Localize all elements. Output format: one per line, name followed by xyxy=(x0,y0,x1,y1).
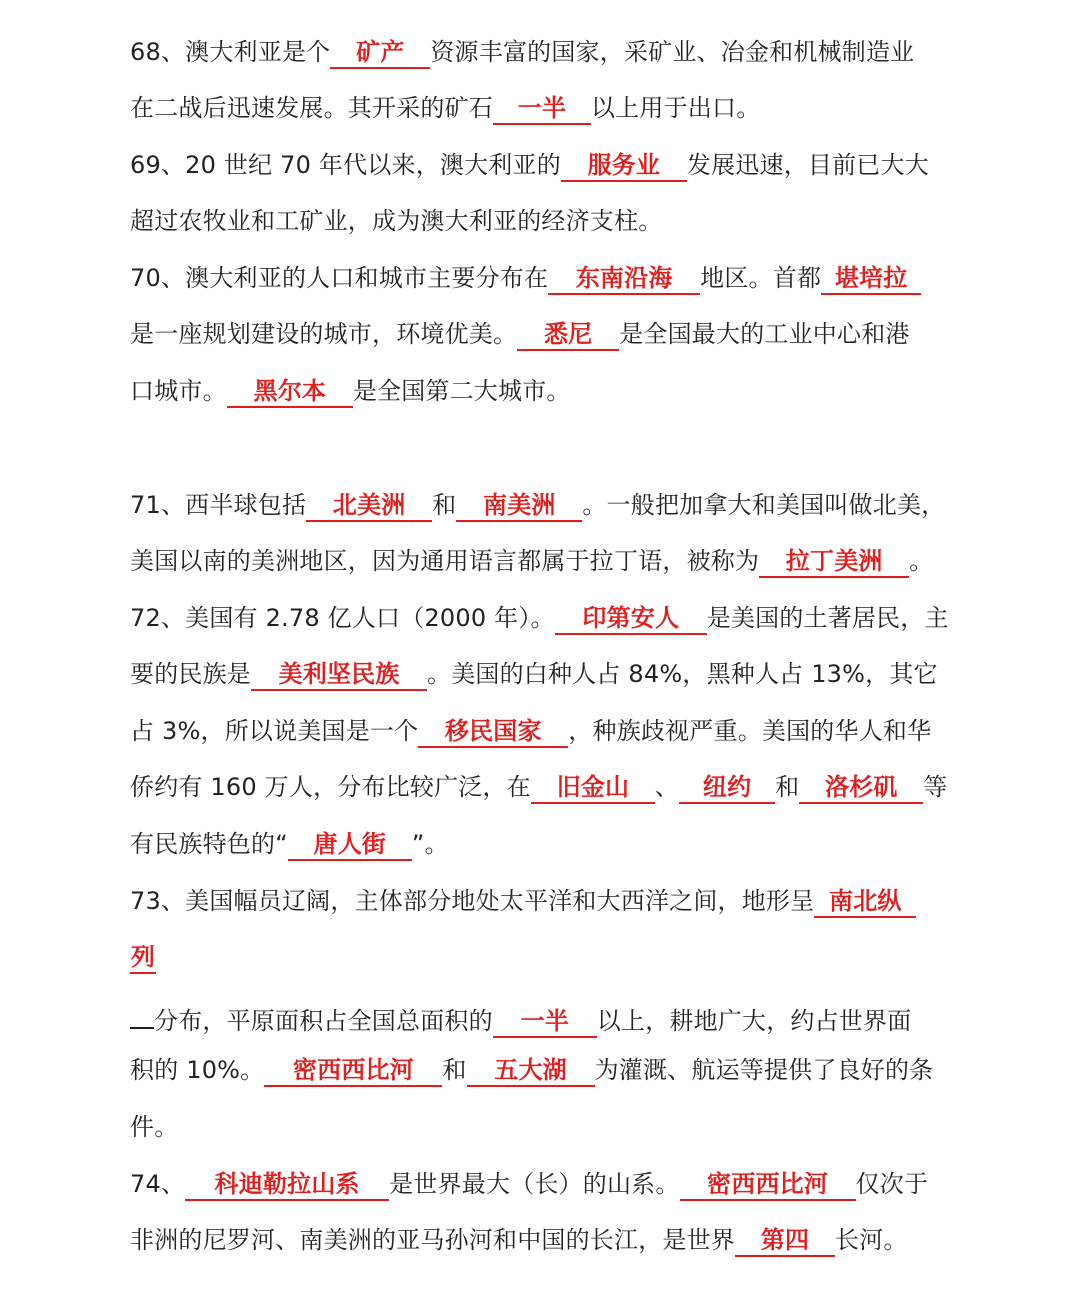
q70-text-c: 是一座规划建设的城市，环境优美。 xyxy=(130,320,518,348)
q74-answer-3: 第四 xyxy=(735,1225,835,1257)
q74-text-c: 仅次于 xyxy=(855,1170,929,1198)
q69-line-1 xyxy=(130,148,960,182)
q73-text-f: 为灌溉、航运等提供了良好的条 xyxy=(594,1056,934,1084)
q70-text-f: 是全国第二大城市。 xyxy=(352,377,571,405)
q73-answer-3: 密西西比河 xyxy=(264,1055,442,1087)
q74-answer-2: 密西西比河 xyxy=(680,1169,856,1201)
q73-line-1 xyxy=(130,884,960,918)
q72-line-3 xyxy=(130,714,960,748)
q71-answer-1: 北美洲 xyxy=(306,490,432,522)
q71-text-b: 和 xyxy=(432,491,457,519)
q69-line-2 xyxy=(130,204,960,238)
q68-answer-2: 一半 xyxy=(493,93,591,125)
q68-text-c: 在二战后迅速发展。其开采的矿石 xyxy=(130,94,493,122)
q73-blank-underline xyxy=(130,997,154,1029)
q72-answer-6: 洛杉矶 xyxy=(799,772,923,804)
q72-text-i: 和 xyxy=(775,773,800,801)
q69-text-c: 超过农牧业和工矿业，成为澳大利亚的经济支柱。 xyxy=(130,207,663,235)
q72-text-a: 72、美国有 2.78 亿人口（2000 年）。 xyxy=(130,604,555,632)
q73-text-b: 分布，平原面积占全国总面积的 xyxy=(154,1007,493,1035)
q71-text-d: 美国以南的美洲地区，因为通用语言都属于拉丁语，被称为 xyxy=(130,547,760,575)
q71-text-c: 。一般把加拿大和美国叫做北美， xyxy=(582,491,946,519)
q71-answer-3: 拉丁美洲 xyxy=(759,546,909,578)
q68-line-2 xyxy=(130,91,960,125)
q74-text-e: 长河。 xyxy=(835,1226,908,1254)
q68-text-d: 以上用于出口。 xyxy=(591,94,761,122)
q68-line-1 xyxy=(130,35,960,69)
q70-text-b: 地区。首都 xyxy=(700,264,822,292)
q73-line-2 xyxy=(130,940,960,974)
q71-text-a: 71、西半球包括 xyxy=(130,491,307,519)
q73-answer-4: 五大湖 xyxy=(467,1055,595,1087)
q70-line-2 xyxy=(130,317,960,351)
q72-line-1 xyxy=(130,601,960,635)
q73-line-5 xyxy=(130,1110,960,1144)
q74-line-1 xyxy=(130,1167,960,1201)
q69-answer-1: 服务业 xyxy=(561,150,687,182)
q71-line-1 xyxy=(130,488,960,522)
q70-answer-2: 堪培拉 xyxy=(821,263,921,295)
q73-text-d: 积的 10%。 xyxy=(130,1056,265,1084)
q72-text-c: 要的民族是 xyxy=(130,660,251,688)
q73-line-3 xyxy=(130,997,960,1035)
q68-text-b: 资源丰富的国家，采矿业、冶金和机械制造业 xyxy=(430,38,915,66)
q73-answer-1b: 列 xyxy=(130,942,156,974)
q70-answer-3: 悉尼 xyxy=(517,319,619,351)
q73-line-4 xyxy=(130,1053,960,1087)
q70-line-1 xyxy=(130,261,960,295)
q72-answer-1: 印第安人 xyxy=(555,603,707,635)
q72-text-k: 有民族特色的“ xyxy=(130,830,288,858)
q72-text-l: ”。 xyxy=(411,830,449,858)
q72-line-4 xyxy=(130,770,960,804)
q69-text-b: 发展迅速，目前已大大 xyxy=(686,151,929,179)
q71-line-2 xyxy=(130,544,960,578)
q68-text-a: 68、澳大利亚是个 xyxy=(130,38,331,66)
q73-text-g: 件。 xyxy=(130,1113,179,1141)
q72-text-j: 等 xyxy=(923,773,948,801)
q70-line-3 xyxy=(130,374,960,408)
q72-text-b: 是美国的土著居民，主 xyxy=(706,604,949,632)
q73-text-c: 以上，耕地广大，约占世界面 xyxy=(596,1007,912,1035)
q72-answer-7: 唐人街 xyxy=(288,829,412,861)
q72-line-2 xyxy=(130,657,960,691)
q72-answer-3: 移民国家 xyxy=(418,716,568,748)
q73-text-e: 和 xyxy=(442,1056,467,1084)
q72-answer-5: 纽约 xyxy=(679,772,775,804)
q70-text-d: 是全国最大的工业中心和港 xyxy=(619,320,910,348)
q72-answer-4: 旧金山 xyxy=(531,772,655,804)
q72-line-5 xyxy=(130,827,960,861)
q72-text-e: 占 3%，所以说美国是一个 xyxy=(130,717,419,745)
q74-text-d: 非洲的尼罗河、南美洲的亚马孙河和中国的长江，是世界 xyxy=(130,1226,735,1254)
q70-text-e: 口城市。 xyxy=(130,377,227,405)
q74-line-2 xyxy=(130,1223,960,1257)
q70-answer-4: 黑尔本 xyxy=(227,376,353,408)
q72-text-h: 、 xyxy=(654,773,680,801)
q74-answer-1: 科迪勒拉山系 xyxy=(185,1169,389,1201)
q71-text-e: 。 xyxy=(909,547,934,575)
q70-text-a: 70、澳大利亚的人口和城市主要分布在 xyxy=(130,264,549,292)
q74-text-a: 74、 xyxy=(130,1170,186,1198)
q72-text-g: 侨约有 160 万人，分布比较广泛，在 xyxy=(130,773,531,801)
q68-answer-1: 矿产 xyxy=(330,37,430,69)
q74-text-b: 是世界最大（长）的山系。 xyxy=(389,1170,680,1198)
q72-text-f: ，种族歧视严重。美国的华人和华 xyxy=(568,717,932,745)
q73-answer-1a: 南北纵 xyxy=(814,886,916,918)
q69-text-a: 69、20 世纪 70 年代以来，澳大利亚的 xyxy=(130,151,561,179)
q71-answer-2: 南美洲 xyxy=(456,490,582,522)
q73-answer-2: 一半 xyxy=(493,1006,597,1038)
q70-answer-1: 东南沿海 xyxy=(548,263,700,295)
q72-text-d: 。美国的白种人占 84%，黑种人占 13%，其它 xyxy=(427,660,938,688)
q72-answer-2: 美利坚民族 xyxy=(251,659,427,691)
q73-text-a: 73、美国幅员辽阔，主体部分地处太平洋和大西洋之间，地形呈 xyxy=(130,887,815,915)
